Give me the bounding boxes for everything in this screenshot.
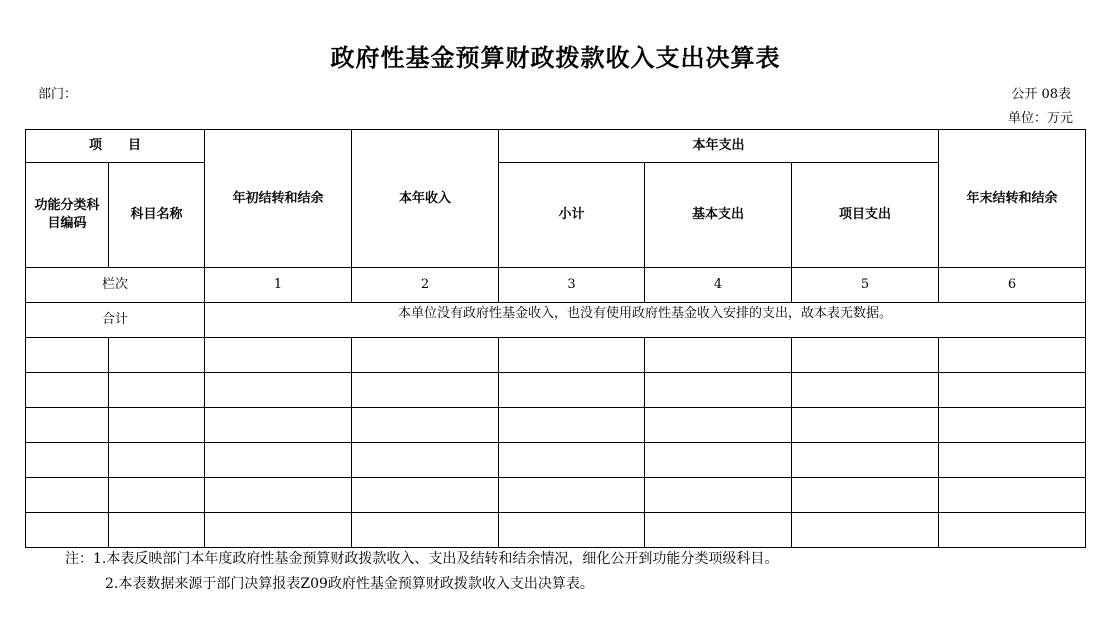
col-number: 3 — [499, 268, 645, 303]
col-number: 1 — [205, 268, 352, 303]
table-row — [26, 478, 1086, 513]
note-line-1: 注：1.本表反映部门本年度政府性基金预算财政拨款收入、支出及结转和结余情况，细化公开到功能分类项级科目。 — [65, 551, 779, 567]
row-index-label: 栏次 — [26, 268, 205, 303]
budget-table — [25, 129, 1086, 548]
table-row — [26, 338, 1086, 373]
header-end-balance: 年末结转和结余 — [939, 130, 1086, 268]
header-func-code: 功能分类科目编码 — [26, 163, 109, 268]
header-income: 本年收入 — [352, 130, 499, 268]
table-row — [26, 373, 1086, 408]
note-line-2: 2.本表数据来源于部门决算报表Z09政府性基金预算财政拨款收入支出决算表。 — [105, 576, 594, 592]
page-title: 政府性基金预算财政拨款收入支出决算表 — [330, 43, 781, 72]
form-number: 公开 08表 — [1011, 87, 1071, 102]
header-project: 项目支出 — [792, 163, 939, 268]
total-label: 合计 — [26, 303, 205, 338]
header-basic: 基本支出 — [645, 163, 792, 268]
col-number: 4 — [645, 268, 792, 303]
table-row — [26, 513, 1086, 548]
header-begin-balance: 年初结转和结余 — [205, 130, 352, 268]
header-item: 项 目 — [26, 130, 205, 163]
col-number: 6 — [939, 268, 1086, 303]
header-subject-name: 科目名称 — [109, 163, 205, 268]
header-expense: 本年支出 — [499, 130, 939, 163]
header-subtotal: 小计 — [499, 163, 645, 268]
col-number: 2 — [352, 268, 499, 303]
unit-label: 单位：万元 — [1007, 111, 1073, 126]
col-number: 5 — [792, 268, 939, 303]
department-label: 部门： — [38, 87, 78, 102]
table-row — [26, 443, 1086, 478]
table-row — [26, 408, 1086, 443]
no-data-message: 本单位没有政府性基金收入，也没有使用政府性基金收入安排的支出，故本表无数据。 — [205, 303, 1086, 338]
